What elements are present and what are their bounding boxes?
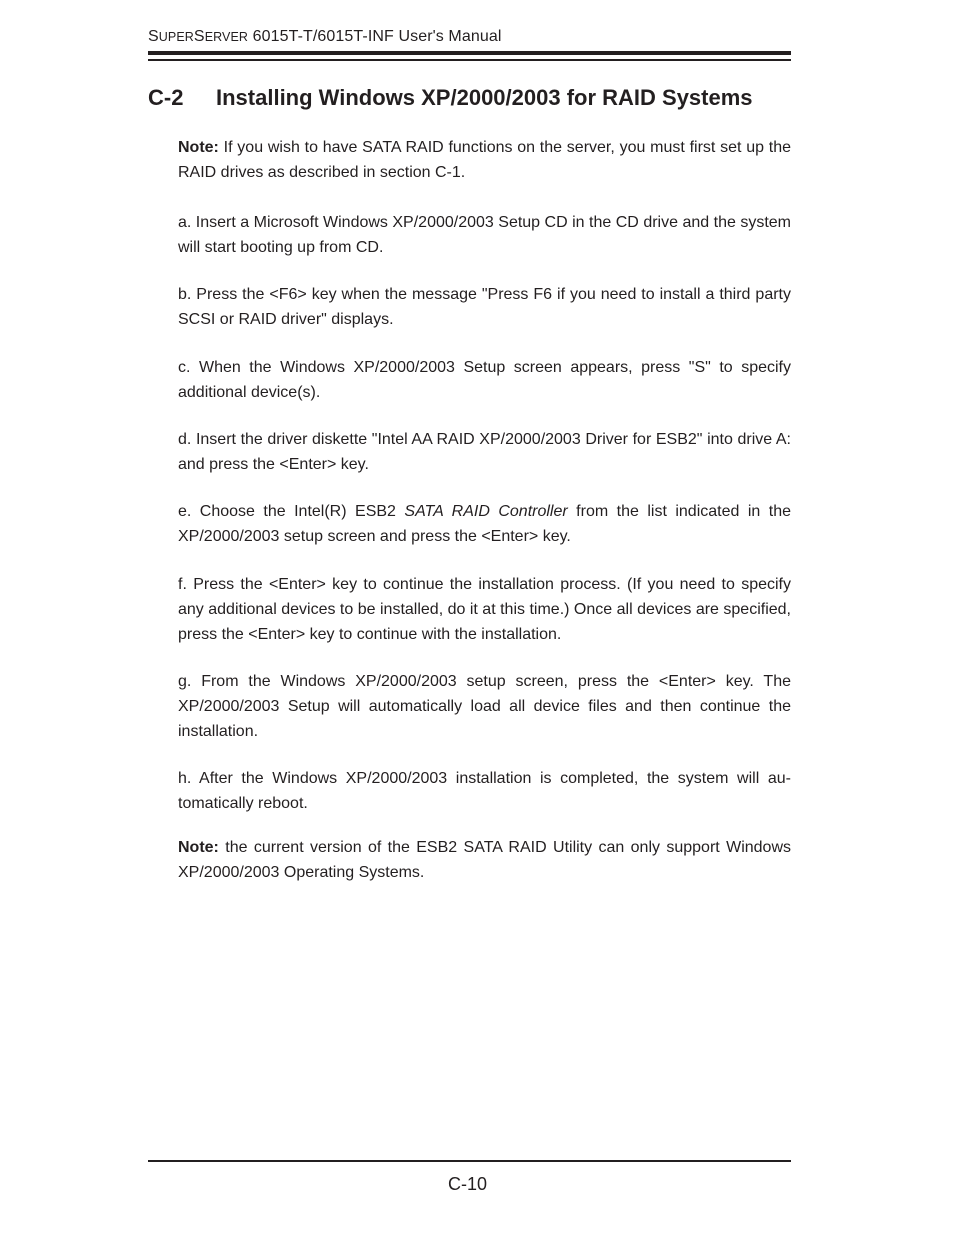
note-text-2: the current version of the ESB2 SATA RAID Utility can only support Windows XP/2000/2003 Operating Systems. <box>178 839 791 881</box>
step-f: f. Press the <Enter> key to continue the installation process. (If you need to specify any additional devices to be installed, do it at this time.) Once all devices are specified, press the <Enter> key to continue with the installation. <box>178 576 791 643</box>
header-product-smallcaps-2: ERVER <box>204 30 249 44</box>
header-rule-thin <box>148 59 791 61</box>
step-e-controller: SATA RAID Controller <box>404 503 568 520</box>
header-product-initial-1: S <box>148 28 159 45</box>
section-number: C-2 <box>148 85 184 110</box>
note-label-1: Note: <box>178 139 219 156</box>
section-title-text: Installing Windows XP/2000/2003 for RAID Systems <box>216 85 753 110</box>
header-model-text: 6015T-T/6015T-INF User's Manual <box>248 28 502 45</box>
note-label-2: Note: <box>178 839 219 856</box>
step-h: h. After the Windows XP/2000/2003 installation is completed, the system will automatically reboot. <box>178 770 791 812</box>
header-product-smallcaps-1: UPER <box>158 30 194 44</box>
step-d: d. Insert the driver diskette "Intel AA RAID XP/2000/2003 Driver for ESB2" into drive A: and press the <Enter> key. <box>178 431 791 473</box>
step-e <box>178 499 791 549</box>
header-product-initial-2: S <box>193 28 205 45</box>
step-e-prefix: e. Choose the Intel(R) ESB2 <box>178 503 405 520</box>
step-e-suffix: from the list indicated in the XP/2000/2003 setup screen and press the <Enter> key. <box>178 503 792 545</box>
note-paragraph-1 <box>178 135 791 185</box>
header-rule-thick <box>148 51 791 55</box>
step-b: b. Press the <F6> key when the message "Press F6 if you need to install a third party SCSI or RAID driver" displays. <box>178 286 791 328</box>
step-g: g. From the Windows XP/2000/2003 setup screen, press the <Enter> key. The XP/2000/2003 Setup will automatically load all device files and then continue the installation. <box>178 673 791 740</box>
note-paragraph-2 <box>178 835 791 885</box>
note-text-1: If you wish to have SATA RAID functions on the server, you must first set up the RAID drives as described in section C-1. <box>178 139 791 181</box>
footer-rule <box>148 1160 791 1162</box>
running-header <box>148 27 502 47</box>
section-title <box>148 84 753 112</box>
step-c: c. When the Windows XP/2000/2003 Setup screen appears, press "S" to specify additional device(s). <box>178 359 791 401</box>
page-number: C-10 <box>448 1174 488 1194</box>
step-a: a. Insert a Microsoft Windows XP/2000/2003 Setup CD in the CD drive and the system will start booting up from CD. <box>178 214 791 256</box>
